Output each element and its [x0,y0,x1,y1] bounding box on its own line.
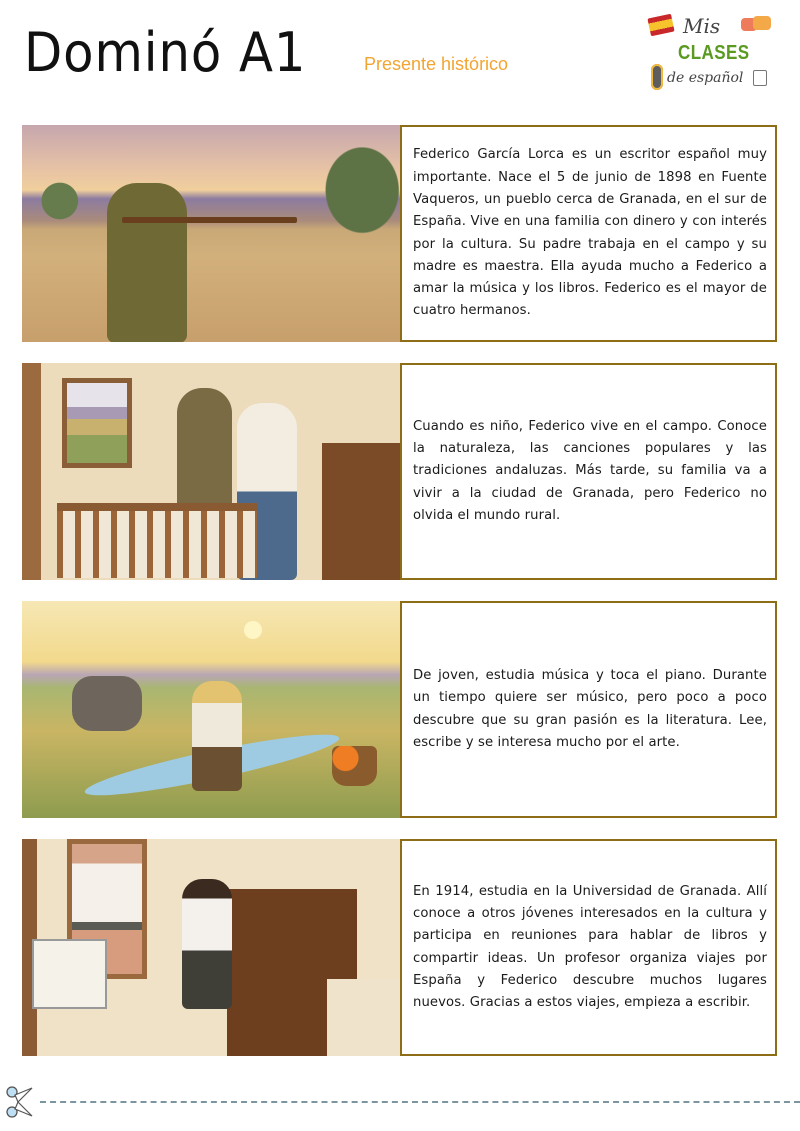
logo-line-1: Mis [683,14,721,38]
card-text: Federico García Lorca es un escritor español muy importante. Nace el 5 de junio de 1898 en Fuente Vaqueros, un pueblo cerca de Granada, en el sur de España. Vive en una familia con dinero y con interés por la cultura. Su padre trabaja en el campo y su madre es maestra. Ella ayuda mucho a Federico a amar la música y los libros. Federico es el mayor de cuatro hermanos. [413,147,767,319]
illustration-piano-student [22,839,400,1056]
card-text-box [400,363,777,580]
card-text: De joven, estudia música y toca el piano. Durante un tiempo quiere ser músico, pero poco a poco descubre que su gran pasión es la literatura. Lee, escribe y se interesa mucho por el arte. [413,667,767,750]
card-text: En 1914, estudia en la Universidad de Granada. Allí conoce a otros jóvenes interesados en la cultura y participa en reuniones para hablar de libros y compartir ideas. Un profesor organiza viajes por España y Federico descubre muchos lugares nuevos. Gracias a estos viajes, empieza a escribir. [413,883,767,1011]
logo-line-2: CLASES [678,42,750,64]
illustration-soldier [22,125,400,342]
card-text: Cuando es niño, Federico vive en el campo. Conoce la naturaleza, las canciones populares y las tradiciones andaluzas. Más tarde, su familia va a vivir a la ciudad de Granada, pero Federico no olvida el mundo rural. [413,418,767,523]
domino-card-3 [22,601,777,818]
domino-card-4 [22,839,777,1056]
scissors-icon [4,1084,40,1120]
microphone-icon [651,64,663,90]
illustration-countryside-boy [22,601,400,818]
speech-bubble-icon [753,16,771,30]
page-subtitle: Presente histórico [364,54,509,74]
card-text-box [400,125,777,342]
brand-logo [645,12,775,102]
logo-line-3: de español [667,70,744,86]
domino-card-2 [22,363,777,580]
domino-card-1 [22,125,777,342]
page-title: Dominó A1 [24,21,307,84]
card-text-box [400,601,777,818]
cut-line [40,1101,800,1103]
illustration-family-nursery [22,363,400,580]
notepad-icon [753,70,767,86]
spain-flag-icon [647,14,674,37]
card-text-box [400,839,777,1056]
